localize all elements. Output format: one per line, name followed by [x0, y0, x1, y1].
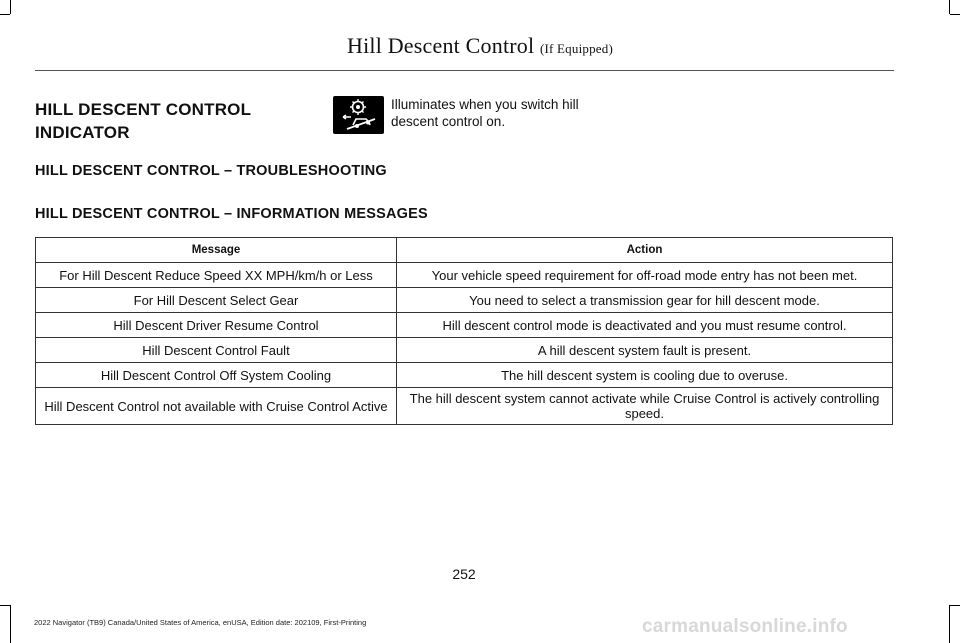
column-header-message: Message	[36, 238, 397, 263]
crop-mark	[949, 0, 950, 14]
action-cell: Hill descent control mode is deactivated and you must resume control.	[397, 313, 893, 338]
message-cell: Hill Descent Control Fault	[36, 338, 397, 363]
hill-descent-control-icon	[333, 96, 384, 134]
message-cell: Hill Descent Control Off System Cooling	[36, 363, 397, 388]
crop-mark	[950, 14, 960, 15]
crop-mark	[10, 605, 11, 643]
table-row	[36, 388, 893, 425]
header-divider	[35, 70, 894, 71]
header-qualifier: (If Equipped)	[540, 41, 613, 56]
action-cell: A hill descent system fault is present.	[397, 338, 893, 363]
indicator-heading: HILL DESCENT CONTROL INDICATOR	[35, 100, 252, 142]
crop-mark	[949, 605, 950, 643]
table-header-row	[36, 238, 893, 263]
action-cell: Your vehicle speed requirement for off-road mode entry has not been met.	[397, 263, 893, 288]
information-messages-table	[35, 237, 893, 425]
indicator-description: Illuminates when you switch hill descent control on.	[391, 97, 579, 129]
table-row	[36, 338, 893, 363]
crop-mark	[0, 14, 10, 15]
table-row	[36, 313, 893, 338]
table-row	[36, 263, 893, 288]
crop-mark	[0, 605, 10, 606]
table-row	[36, 363, 893, 388]
message-cell: Hill Descent Control not available with Cruise Control Active	[36, 388, 397, 425]
page-number: 252	[452, 566, 476, 582]
troubleshooting-heading: HILL DESCENT CONTROL – TROUBLESHOOTING	[35, 163, 387, 179]
table-row	[36, 288, 893, 313]
crop-mark	[10, 0, 11, 14]
message-cell: Hill Descent Driver Resume Control	[36, 313, 397, 338]
information-messages-heading: HILL DESCENT CONTROL – INFORMATION MESSAGES	[35, 206, 428, 222]
action-cell: You need to select a transmission gear for hill descent mode.	[397, 288, 893, 313]
header-title: Hill Descent Control	[346, 33, 535, 58]
page-header	[0, 33, 960, 59]
message-cell: For Hill Descent Reduce Speed XX MPH/km/h or Less	[36, 263, 397, 288]
footer-edition-info: 2022 Navigator (TB9) Canada/United States of America, enUSA, Edition date: 202109, First-Printing	[34, 618, 367, 627]
column-header-action: Action	[397, 238, 893, 263]
action-cell: The hill descent system cannot activate while Cruise Control is actively controlling speed.	[397, 388, 893, 425]
message-cell: For Hill Descent Select Gear	[36, 288, 397, 313]
action-cell: The hill descent system is cooling due to overuse.	[397, 363, 893, 388]
crop-mark	[950, 605, 960, 606]
watermark-logo: carmanualsonline.info	[642, 616, 848, 637]
